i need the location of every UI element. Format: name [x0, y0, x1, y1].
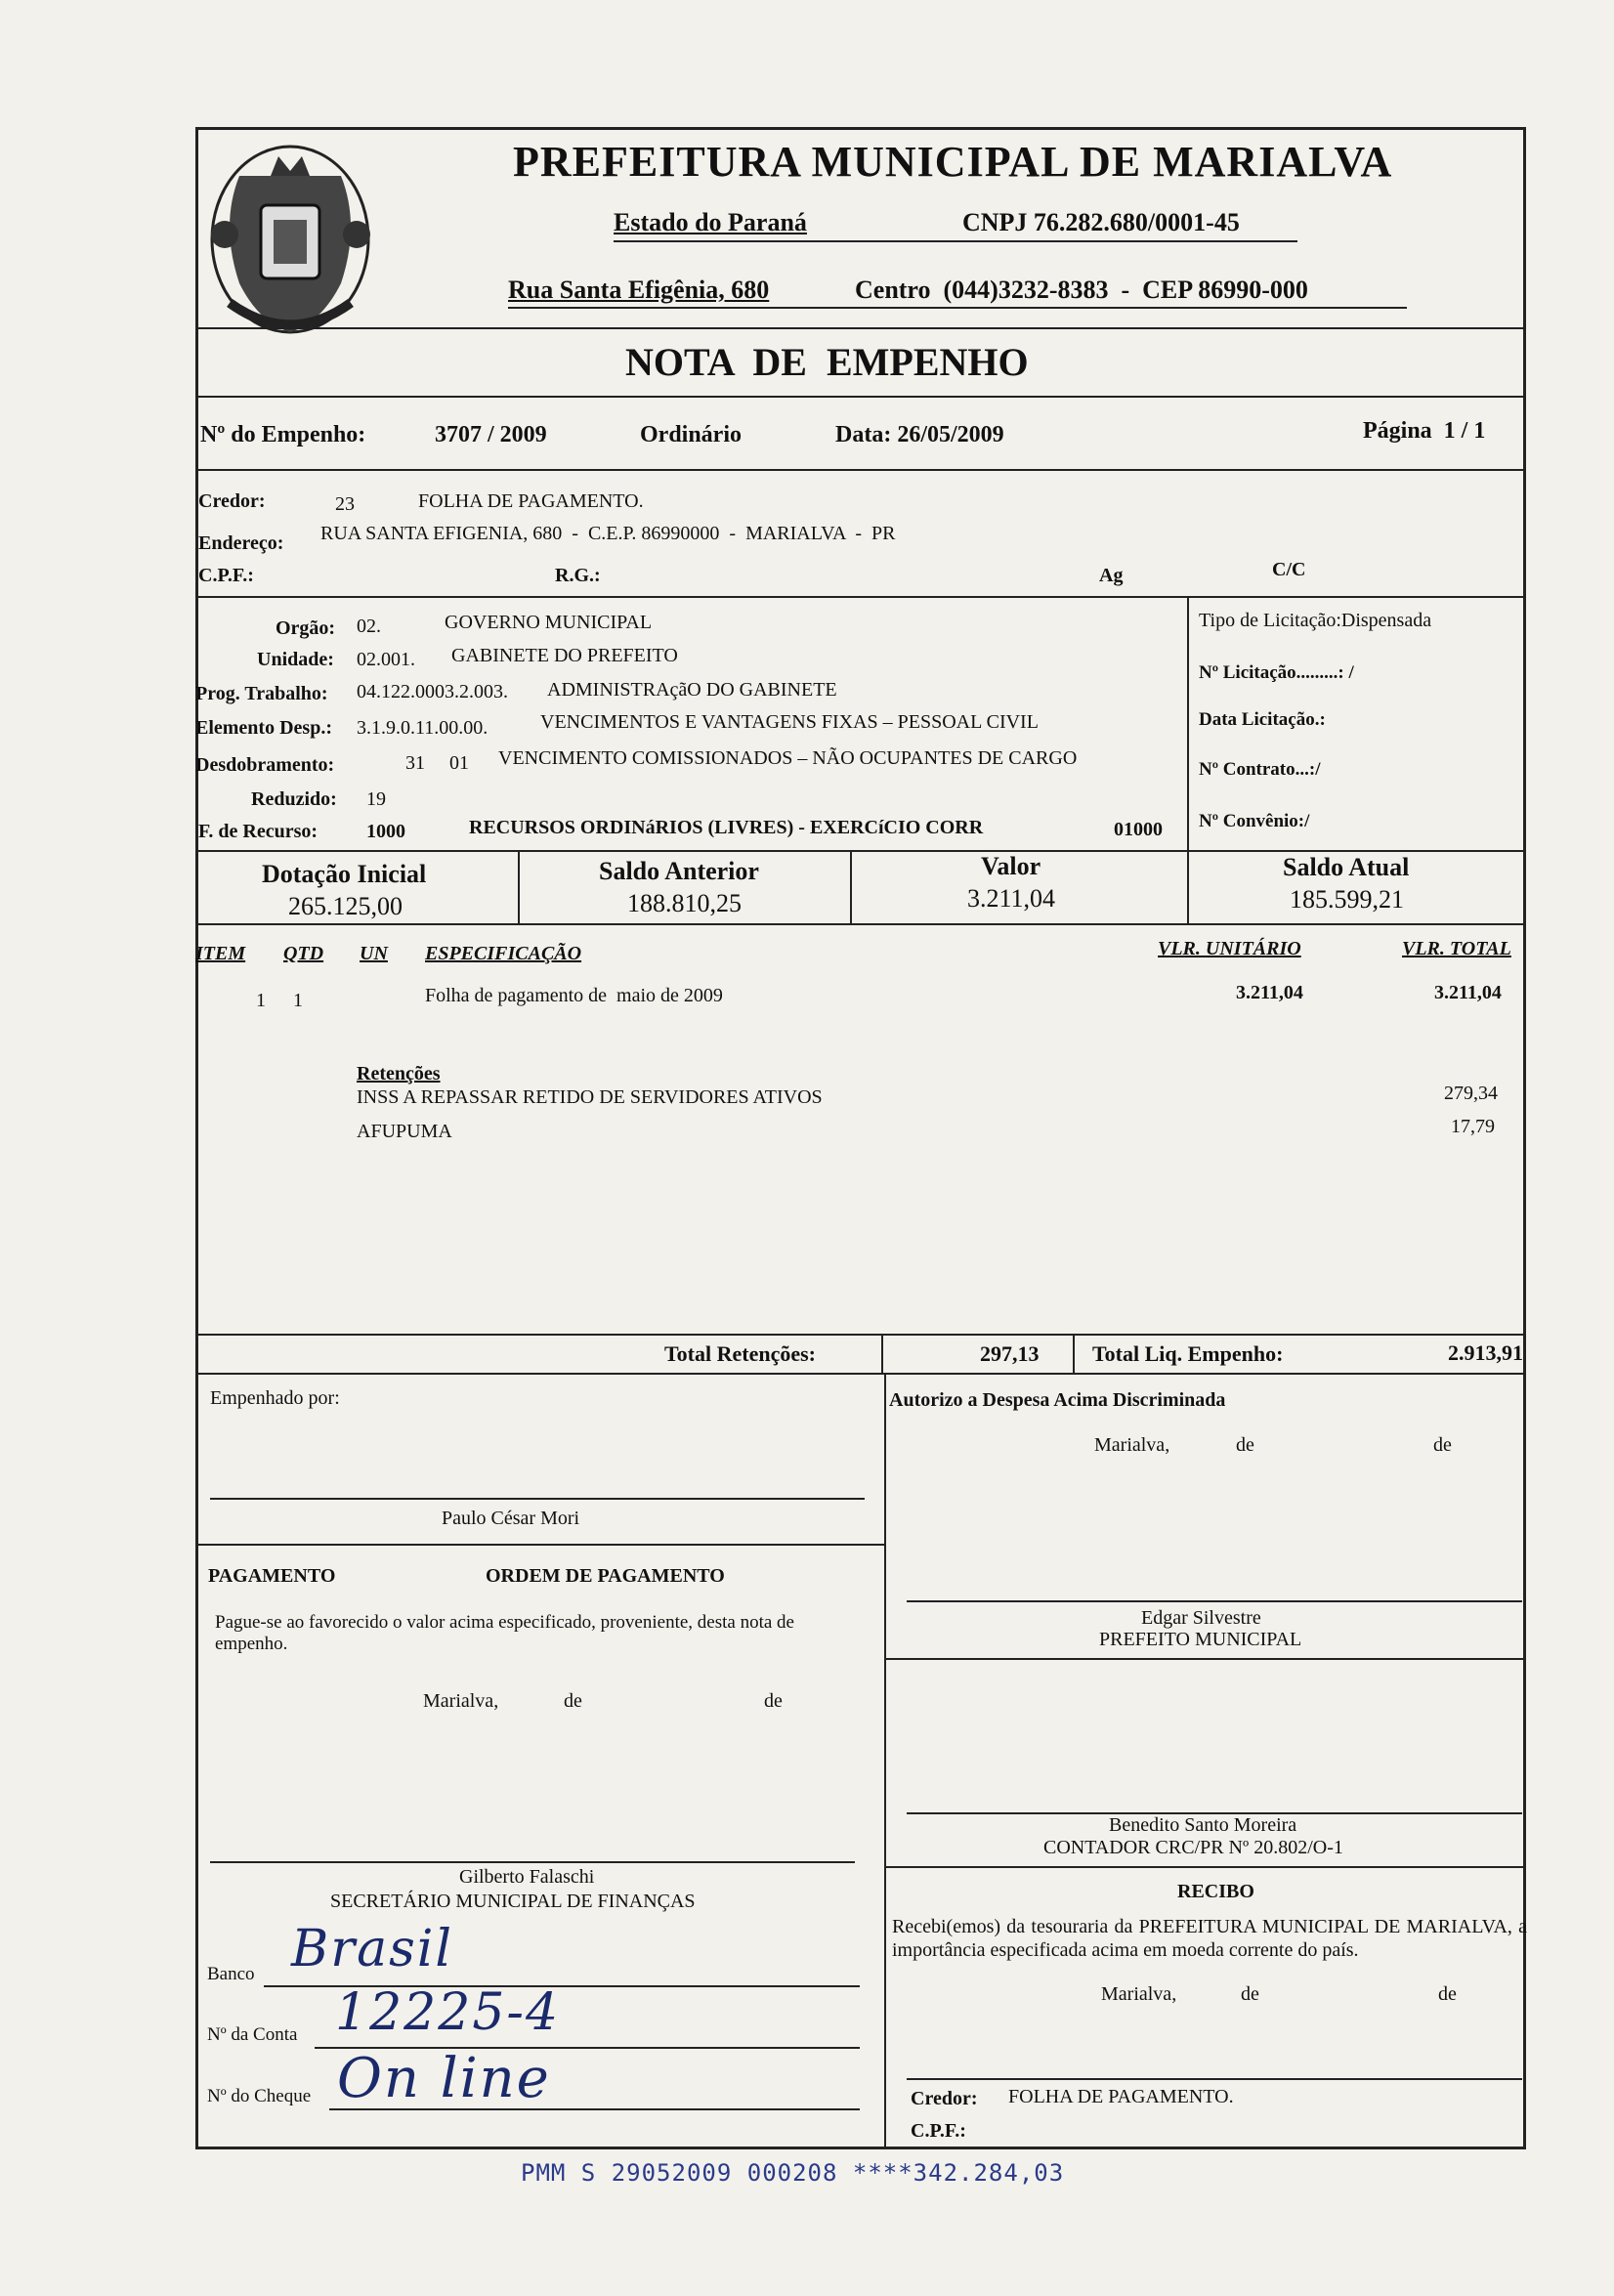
- saldo-atual-value: 185.599,21: [1290, 885, 1404, 914]
- valor-value: 3.211,04: [967, 884, 1056, 913]
- document-type-title: NOTA DE EMPENHO: [625, 340, 1029, 384]
- prog-code: 04.122.0003.2.003.: [357, 681, 508, 702]
- recibo-marialva: Marialva,: [1101, 1983, 1177, 2005]
- valor-label: Valor: [981, 852, 1041, 880]
- pagamento-marialva: Marialva,: [423, 1690, 499, 1712]
- total-col-header: VLR. TOTAL: [1402, 938, 1511, 959]
- conta-handwritten: 12225-4: [335, 1983, 561, 2042]
- recurso-code: 1000: [366, 821, 405, 842]
- recibo-cpf-label: C.P.F.:: [911, 2120, 966, 2142]
- unidade-code: 02.001.: [357, 649, 415, 670]
- pagamento-texto: Pague-se ao favorecido o valor acima especificado, proveniente, desta nota de empenho.: [215, 1612, 794, 1654]
- saldo-atual-label: Saldo Atual: [1283, 853, 1410, 881]
- recurso-code2: 01000: [1114, 819, 1163, 840]
- elemento-label: Elemento Desp.:: [195, 717, 332, 739]
- conta-label: Nº da Conta: [207, 2024, 298, 2045]
- retencao-desc-2: AFUPUMA: [357, 1121, 452, 1142]
- retencao-value-2: 17,79: [1451, 1116, 1495, 1137]
- contador-cargo: CONTADOR CRC/PR Nº 20.802/O-1: [1043, 1837, 1343, 1858]
- page-number: Página 1 / 1: [1363, 418, 1486, 444]
- retencao-desc-1: INSS A REPASSAR RETIDO DE SERVIDORES ATIVOS: [357, 1086, 823, 1108]
- dotacao-inicial-label: Dotação Inicial: [262, 860, 427, 888]
- qtd-col-header: QTD: [283, 943, 324, 964]
- recibo-credor-label: Credor:: [911, 2088, 978, 2109]
- dotacao-inicial-value: 265.125,00: [288, 892, 403, 920]
- rg-label: R.G.:: [555, 565, 601, 586]
- ag-label: Ag: [1099, 565, 1124, 586]
- pagamento-label: PAGAMENTO: [208, 1565, 336, 1587]
- pagamento-de-2: de: [764, 1690, 783, 1712]
- recibo-de-1: de: [1241, 1983, 1259, 2005]
- empenho-type: Ordinário: [640, 422, 743, 447]
- banco-label: Banco: [207, 1964, 255, 1984]
- reduzido-value: 19: [366, 788, 386, 810]
- unidade-name: GABINETE DO PREFEITO: [451, 645, 678, 666]
- cpf-label: C.P.F.:: [198, 565, 254, 586]
- recurso-label: F. de Recurso:: [198, 821, 319, 842]
- prog-label: Prog. Trabalho:: [195, 683, 328, 704]
- prog-name: ADMINISTRAçãO DO GABINETE: [547, 679, 837, 701]
- autorizo-label: Autorizo a Despesa Acima Discriminada: [889, 1389, 1226, 1411]
- empenhado-por-nome: Paulo César Mori: [442, 1508, 580, 1529]
- total-retencoes-label: Total Retenções:: [664, 1341, 816, 1366]
- tipo-licitacao: Tipo de Licitação:Dispensada: [1199, 610, 1432, 631]
- numero-contrato: Nº Contrato...:/: [1199, 759, 1321, 780]
- item-col-header: ITEM: [195, 943, 246, 964]
- total-liquido-label: Total Liq. Empenho:: [1092, 1341, 1284, 1366]
- ordem-pagamento-label: ORDEM DE PAGAMENTO: [486, 1565, 725, 1587]
- empenho-number-label: Nº do Empenho:: [200, 422, 366, 447]
- retencoes-title: Retenções: [357, 1063, 441, 1084]
- recurso-name: RECURSOS ORDINáRIOS (LIVRES) - EXERCíCIO CORR: [469, 817, 984, 838]
- recibo-title: RECIBO: [1177, 1881, 1254, 1902]
- total-liquido-value: 2.913,91: [1448, 1340, 1523, 1365]
- recibo-de-2: de: [1438, 1983, 1457, 2005]
- bank-stamp: PMM S 29052009 000208 ****342.284,03: [521, 2159, 1065, 2187]
- numero-convenio: Nº Convênio:/: [1199, 811, 1310, 831]
- reduzido-label: Reduzido:: [251, 788, 337, 810]
- endereco-value: RUA SANTA EFIGENIA, 680 - C.E.P. 86990000 - MARIALVA - PR: [320, 523, 896, 544]
- cnpj: CNPJ 76.282.680/0001-45: [962, 208, 1240, 236]
- prefeito-nome: Edgar Silvestre: [1141, 1607, 1261, 1629]
- empenho-date: Data: 26/05/2009: [835, 422, 1004, 447]
- empenhado-por-label: Empenhado por:: [210, 1387, 340, 1409]
- endereco-label: Endereço:: [198, 532, 284, 554]
- desdobramento-name: VENCIMENTO COMISSIONADOS – NÃO OCUPANTES DE CARGO: [498, 747, 1078, 769]
- numero-licitacao: Nº Licitação.........: /: [1199, 662, 1354, 683]
- desdobramento-code2: 01: [449, 752, 469, 774]
- credor-name: FOLHA DE PAGAMENTO.: [418, 490, 644, 512]
- desdobramento-label: Desdobramento:: [195, 754, 335, 776]
- autorizo-marialva: Marialva,: [1094, 1434, 1170, 1456]
- credor-label: Credor:: [198, 490, 266, 512]
- autorizo-de-1: de: [1236, 1434, 1254, 1456]
- address-contact: Centro (044)3232-8383 - CEP 86990-000: [855, 276, 1308, 304]
- item-description: Folha de pagamento de maio de 2009: [425, 985, 723, 1006]
- espec-col-header: ESPECIFICAÇÃO: [425, 943, 582, 964]
- orgao-name: GOVERNO MUNICIPAL: [445, 612, 653, 633]
- desdobramento-code1: 31: [405, 752, 425, 774]
- item-qtd: 1: [293, 990, 303, 1011]
- cheque-label: Nº do Cheque: [207, 2086, 312, 2106]
- pagamento-de-1: de: [564, 1690, 582, 1712]
- elemento-code: 3.1.9.0.11.00.00.: [357, 717, 488, 739]
- item-total-value: 3.211,04: [1434, 982, 1502, 1003]
- address-street: Rua Santa Efigênia, 680: [508, 276, 770, 304]
- cheque-handwritten: On line: [337, 2047, 551, 2110]
- cc-label: C/C: [1272, 559, 1306, 580]
- state-name: Estado do Paraná: [614, 208, 807, 236]
- total-retencoes-value: 297,13: [980, 1341, 1040, 1366]
- banco-handwritten: Brasil: [291, 1920, 454, 1978]
- saldo-anterior-value: 188.810,25: [627, 889, 742, 917]
- elemento-name: VENCIMENTOS E VANTAGENS FIXAS – PESSOAL CIVIL: [540, 711, 1039, 733]
- secretario-cargo: SECRETÁRIO MUNICIPAL DE FINANÇAS: [330, 1891, 696, 1912]
- unit-col-header: VLR. UNITÁRIO: [1158, 938, 1301, 959]
- autorizo-de-2: de: [1433, 1434, 1452, 1456]
- data-licitacao: Data Licitação.:: [1199, 709, 1326, 730]
- item-number: 1: [256, 990, 266, 1011]
- retencao-value-1: 279,34: [1444, 1083, 1498, 1104]
- page-title: PREFEITURA MUNICIPAL DE MARIALVA: [513, 138, 1393, 186]
- credor-code: 23: [335, 493, 355, 515]
- orgao-label: Orgão:: [276, 617, 336, 639]
- item-unit-value: 3.211,04: [1236, 982, 1303, 1003]
- saldo-anterior-label: Saldo Anterior: [599, 857, 759, 885]
- secretario-nome: Gilberto Falaschi: [459, 1866, 595, 1888]
- orgao-code: 02.: [357, 616, 381, 637]
- prefeito-cargo: PREFEITO MUNICIPAL: [1099, 1629, 1302, 1650]
- contador-nome: Benedito Santo Moreira: [1109, 1814, 1297, 1836]
- recibo-credor-value: FOLHA DE PAGAMENTO.: [1008, 2086, 1234, 2107]
- un-col-header: UN: [360, 943, 388, 964]
- unidade-label: Unidade:: [257, 649, 334, 670]
- recibo-texto: Recebi(emos) da tesouraria da PREFEITURA MUNICIPAL DE MARIALVA, a importância especificada acima em moeda corrente do país.: [892, 1916, 1527, 1961]
- empenho-number: 3707 / 2009: [435, 422, 547, 447]
